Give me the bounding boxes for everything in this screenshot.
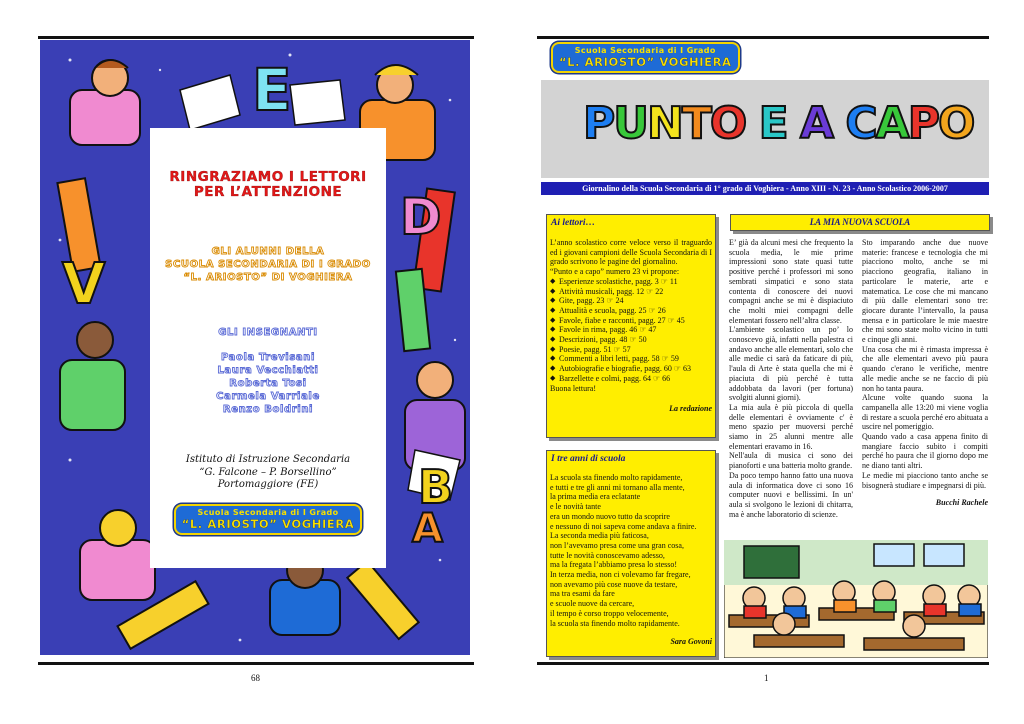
ai-lettori-body <box>550 238 712 413</box>
masthead-letter: O <box>937 98 974 149</box>
masthead-letter: N <box>646 98 682 149</box>
contents-item: ◆ Gite, pagg. 23 ☞ 24 <box>550 296 712 306</box>
masthead-title <box>583 98 973 149</box>
bottom-rule-left <box>38 662 474 665</box>
bottom-rule-right <box>537 662 989 665</box>
border-letter-c <box>70 230 71 231</box>
contents-item: ◆ Favole in rima, pagg. 46 ☞ 47 <box>550 325 712 335</box>
istituto-name: Istituto di Istruzione Secondaria “G. Falcone – P. Borsellino” Portomaggiore (FE) <box>185 454 351 490</box>
teacher-name: Paola Trevisani <box>221 352 315 363</box>
ai-lettori-signature: La redazione <box>669 404 712 414</box>
masthead-letter: A <box>799 98 833 149</box>
contents-item: ◆ Descrizioni, pagg. 48 ☞ 50 <box>550 335 712 345</box>
top-rule-left <box>38 36 474 39</box>
border-letter-b: B <box>418 460 454 514</box>
article-signature: Bucchi Rachele <box>935 498 988 508</box>
mia-nuova-scuola-title: LA MIA NUOVA SCUOLA <box>730 214 990 231</box>
contents-list <box>550 277 712 384</box>
border-letter-v: V <box>62 252 106 317</box>
masthead <box>541 80 989 178</box>
school-logo-right: Scuola Secondaria di I Grado “L. ARIOSTO” VOGHIERA <box>551 42 740 73</box>
banner-bar: Giornalino della Scuola Secondaria di 1° grado di Voghiera - Anno XIII - N. 23 - Anno Scolastico 2006-2007 <box>541 182 989 195</box>
classroom-illustration <box>724 540 988 658</box>
masthead-letter: C <box>845 98 876 149</box>
teacher-name: Renzo Boldrini <box>222 404 314 415</box>
contents-item: ◆ Esperienze scolastiche, pagg. 3 ☞ 11 <box>550 277 712 287</box>
border-letter-a: A <box>412 506 443 552</box>
ai-lettori-intro: L’anno scolastico corre veloce verso il traguardo ed i giovani campioni delle Scuola Secondaria di I grado scrivono le pagine del giornalino. <box>550 238 712 267</box>
contents-item: ◆ Commenti a libri letti, pagg. 58 ☞ 59 <box>550 354 712 364</box>
ai-lettori-closing: Buona lettura! <box>550 383 596 393</box>
article-column-2: Sto imparando anche due nuove materie: francese e tecnologia che mi piacciono molto, anche se mi piacciono geografia, italiano in particolare le materie, arte e matematica. Le cose che mi mancano di più dalle elementari sono tre: giocare durante l’intervallo, la pausa mensa e in particolare le mie maestre che mi sono state molto vicino in tutti e cinque gli anni. Una cosa che mi è rimasta impressa è che alle elementari avevo più paura quando c'erano le verifiche, mentre alle medie anche se ne faccio di più non ho tanta paura. Alcune volte quando suona la campanella alle 13:20 mi viene voglia di restare a scuola perché ero abituata a uscire nel pomeriggio. Quando vado a casa appena finito di mangiare faccio subito i compiti perché ho paura che il giorno dopo me ne diano tanti altri. Le medie mi piacciono tanto anche se bisognerà studiare e impegnarsi di più. Bucchi Rachele <box>862 238 988 508</box>
left-page-content <box>150 128 386 568</box>
ai-lettori-title: Ai lettori… <box>551 218 596 228</box>
tre-anni-title: I tre anni di scuola <box>551 454 626 464</box>
tre-anni-signature: Sara Govoni <box>670 637 712 647</box>
teacher-name: Laura Vecchiatti <box>217 365 319 376</box>
article-column-1: E’ già da alcuni mesi che frequento la scuola media, le mie prime impressioni sono state quasi tutte positive perché i professori mi sono sembrati simpatici e sono stata contenta di conoscere dei nuovi compagni anche se mi è dispiaciuto che molti miei compagni delle elementari fossero nell’altra classe. L'ambiente scolastico un po’ lo conoscevo già, infatti nella palestra ci andavo anche alle elementari, solo che alle medie ci sarà da faticare di più, l'aula di Arte è stata quella che mi è piaciuta di più perché è tutta addobbata da lavori (per fortuna) svolgiti alunni giorni). La mia aula è più piccola di quella delle elementari è ovviamente c' è meno spazio per muoversi perché siamo in 25 alunni mentre alle elementari eravamo in 16. Nell'aula di musica ci sono dei pianoforti e una batteria molto grande. Da poco tempo hanno fatto una nuova aula di informatica dove ci sono 16 computer nuovi e bellissimi. In un' aula si svolgono le lezioni di chitarra, ma è anche laboratorio di scienze. <box>729 238 853 519</box>
contents-item: ◆ Autobiografie e biografie, pagg. 60 ☞ 63 <box>550 364 712 374</box>
masthead-letter: A <box>875 98 908 149</box>
page-number-right: 1 <box>764 673 769 683</box>
masthead-letter: P <box>583 98 614 149</box>
contents-item: ◆ Attualità e scuola, pagg. 25 ☞ 26 <box>550 306 712 316</box>
border-letter-d: D <box>400 188 442 246</box>
masthead-letter: T <box>681 98 710 149</box>
masthead-letter: O <box>709 98 746 149</box>
masthead-letter <box>832 98 845 149</box>
top-rule-right <box>537 36 989 39</box>
school-logo-left: Scuola Secondaria di I Grado “L. ARIOSTO” VOGHIERA <box>174 504 363 535</box>
teacher-name: Roberta Tosi <box>229 378 307 389</box>
teachers-heading: GLI INSEGNANTI <box>218 327 318 338</box>
border-letter-e: E <box>252 56 292 124</box>
contents-item: ◆ Barzellette e colmi, pagg. 64 ☞ 66 <box>550 374 712 384</box>
ai-lettori-lead: “Punto e a capo” numero 23 vi propone: <box>550 267 680 277</box>
thanks-title: RINGRAZIAMO I LETTORI PER L’ATTENZIONE <box>169 169 367 200</box>
students-credit: GLI ALUNNI DELLA SCUOLA SECONDARIA DI I GRADO “L. ARIOSTO” DI VOGHIERA <box>165 246 371 283</box>
tre-anni-poem: La scuola sta finendo molto rapidamente, e tutti e tre gli anni mi tornano alla mente, la prima media era eclatante e le novità tante era un mondo nuovo tutto da scoprire e nessuno di noi sapeva come andava a finire. La seconda media più faticosa, non l’avevamo presa come una gran cosa, tutte le novità conoscevamo adesso, ma la fregata l’abbiamo presa lo stesso! In terza media, non ci volevamo far fregare, non avevamo più cose nuove da testare, ma tra esami da fare e scuole nuove da cercare, il tempo è corso troppo velocemente, la scuola sta finendo molto rapidamente. Sara Govoni <box>550 473 712 647</box>
teacher-name: Carmela Varriale <box>216 391 320 402</box>
masthead-letter <box>745 98 758 149</box>
teachers-list <box>150 351 386 416</box>
contents-item: ◆ Attività musicali, pagg. 12 ☞ 22 <box>550 287 712 297</box>
page-number-left: 68 <box>251 673 260 683</box>
contents-item: ◆ Favole, fiabe e racconti, pagg. 27 ☞ 45 <box>550 316 712 326</box>
masthead-letter: U <box>613 98 647 149</box>
masthead-letter <box>787 98 800 149</box>
masthead-letter: E <box>758 98 787 149</box>
contents-item: ◆ Poesie, pagg. 51 ☞ 57 <box>550 345 712 355</box>
masthead-letter: P <box>907 98 938 149</box>
